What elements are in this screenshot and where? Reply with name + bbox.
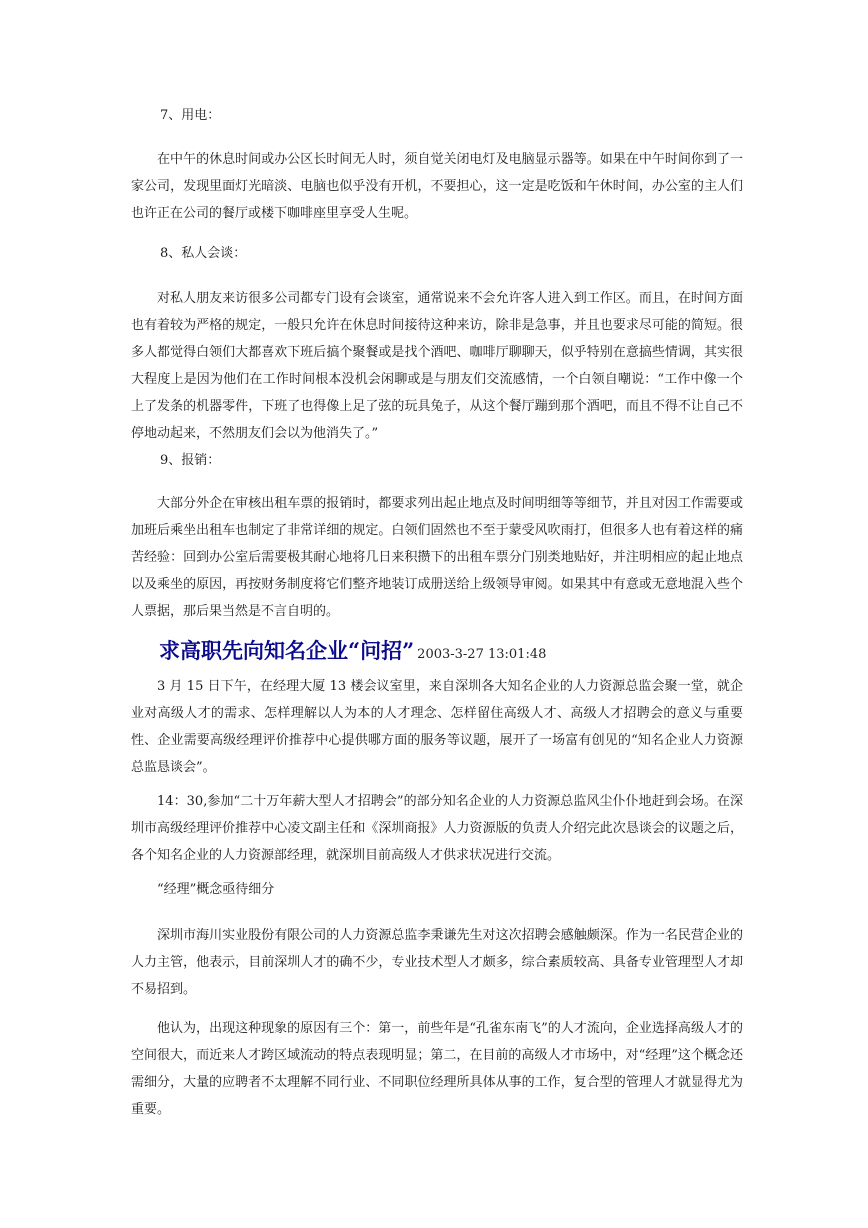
section-9-heading: 9、报销： — [160, 453, 221, 468]
section-7-body: 在中午的休息时间或办公区长时间无人时，须自觉关闭电灯及电脑显示器等。如果在中午时间你到了一家公司，发现里面灯光暗淡、电脑也似乎没有开机，不要担心，这一定是吃饭和午休时间，办公室的主人们也许正在公司的餐厅或楼下咖啡座里享受人生呢。 — [131, 152, 743, 221]
section-7-heading: 7、用电： — [160, 108, 221, 123]
article-paragraph: 14：30,参加“二十万年薪大型人才招聘会”的部分知名企业的人力资源总监风尘仆仆地赶到会场。在深圳市高级经理评价推荐中心凌文副主任和《深圳商报》人力资源版的负责人介绍完此次恳谈会的议题之后，各个知名企业的人力资源部经理，就深圳目前高级人才供求状况进行交流。 — [131, 794, 743, 863]
article-date: 2003-3-27 13:01:48 — [417, 647, 547, 662]
section-9-body: 大部分外企在审核出租车票的报销时，都要求列出起止地点及时间明细等等细节，并且对因工作需要或加班后乘坐出租车也制定了非常详细的规定。白领们固然也不至于蒙受风吹雨打，但很多人也有着这样的痛苦经验：回到办公室后需要极其耐心地将几日来积攒下的出租车票分门别类地贴好，并注明相应的起止地点以及乘坐的原因，再按财务制度将它们整齐地装订成册送给上级领导审阅。如果其中有意或无意地混入些个人票据，那后果当然是不言自明的。 — [131, 496, 743, 619]
section-8-body: 对私人朋友来访很多公司都专门设有会谈室，通常说来不会允许客人进入到工作区。而且，在时间方面也有着较为严格的规定，一般只允许在休息时间接待这种来访，除非是急事，并且也要求尽可能的简短。很多人都觉得白领们大都喜欢下班后搞个聚餐或是找个酒吧、咖啡厅聊聊天，似乎特别在意搞些情调，其实很大程度上是因为他们在工作时间根本没机会闲聊或是与朋友们交流感情，一个白领自嘲说：“工作中像一个上了发条的机器零件，下班了也得像上足了弦的玩具兔子，从这个餐厅蹦到那个酒吧，而且不得不让自己不停地动起来，不然朋友们会以为他消失了。” — [131, 291, 743, 441]
article-paragraph: 深圳市海川实业股份有限公司的人力资源总监李秉谦先生对这次招聘会感触颇深。作为一名民营企业的人力主管，他表示，目前深圳人才的确不少，专业技术型人才颇多，综合素质较高、具备专业管理型人才却不易招到。 — [131, 928, 743, 997]
article-paragraph: 3 月 15 日下午，在经理大厦 13 楼会议室里，来自深圳各大知名企业的人力资源总监会聚一堂，就企业对高级人才的需求、怎样理解以人为本的人才理念、怎样留住高级人才、高级人才招聘会的意义与重要性、企业需要高级经理评价推荐中心提供哪方面的服务等议题，展开了一场富有创见的“知名企业人力资源总监恳谈会”。 — [131, 679, 743, 775]
section-8-heading: 8、私人会谈： — [160, 246, 247, 261]
article-subheading: “经理”概念亟待细分 — [157, 882, 275, 897]
article-paragraph: 他认为，出现这种现象的原因有三个：第一，前些年是“孔雀东南飞”的人才流向，企业选择高级人才的空间很大，而近来人才跨区域流动的特点表现明显；第二，在目前的高级人才市场中，对“经理”这个概念还需细分，大量的应聘者不太理解不同行业、不同职位经理所具体从事的工作，复合型的管理人才就显得尤为重要。 — [131, 1021, 743, 1117]
article-title — [159, 636, 546, 670]
article-title-text: 求高职先向知名企业“问招” — [159, 638, 415, 663]
